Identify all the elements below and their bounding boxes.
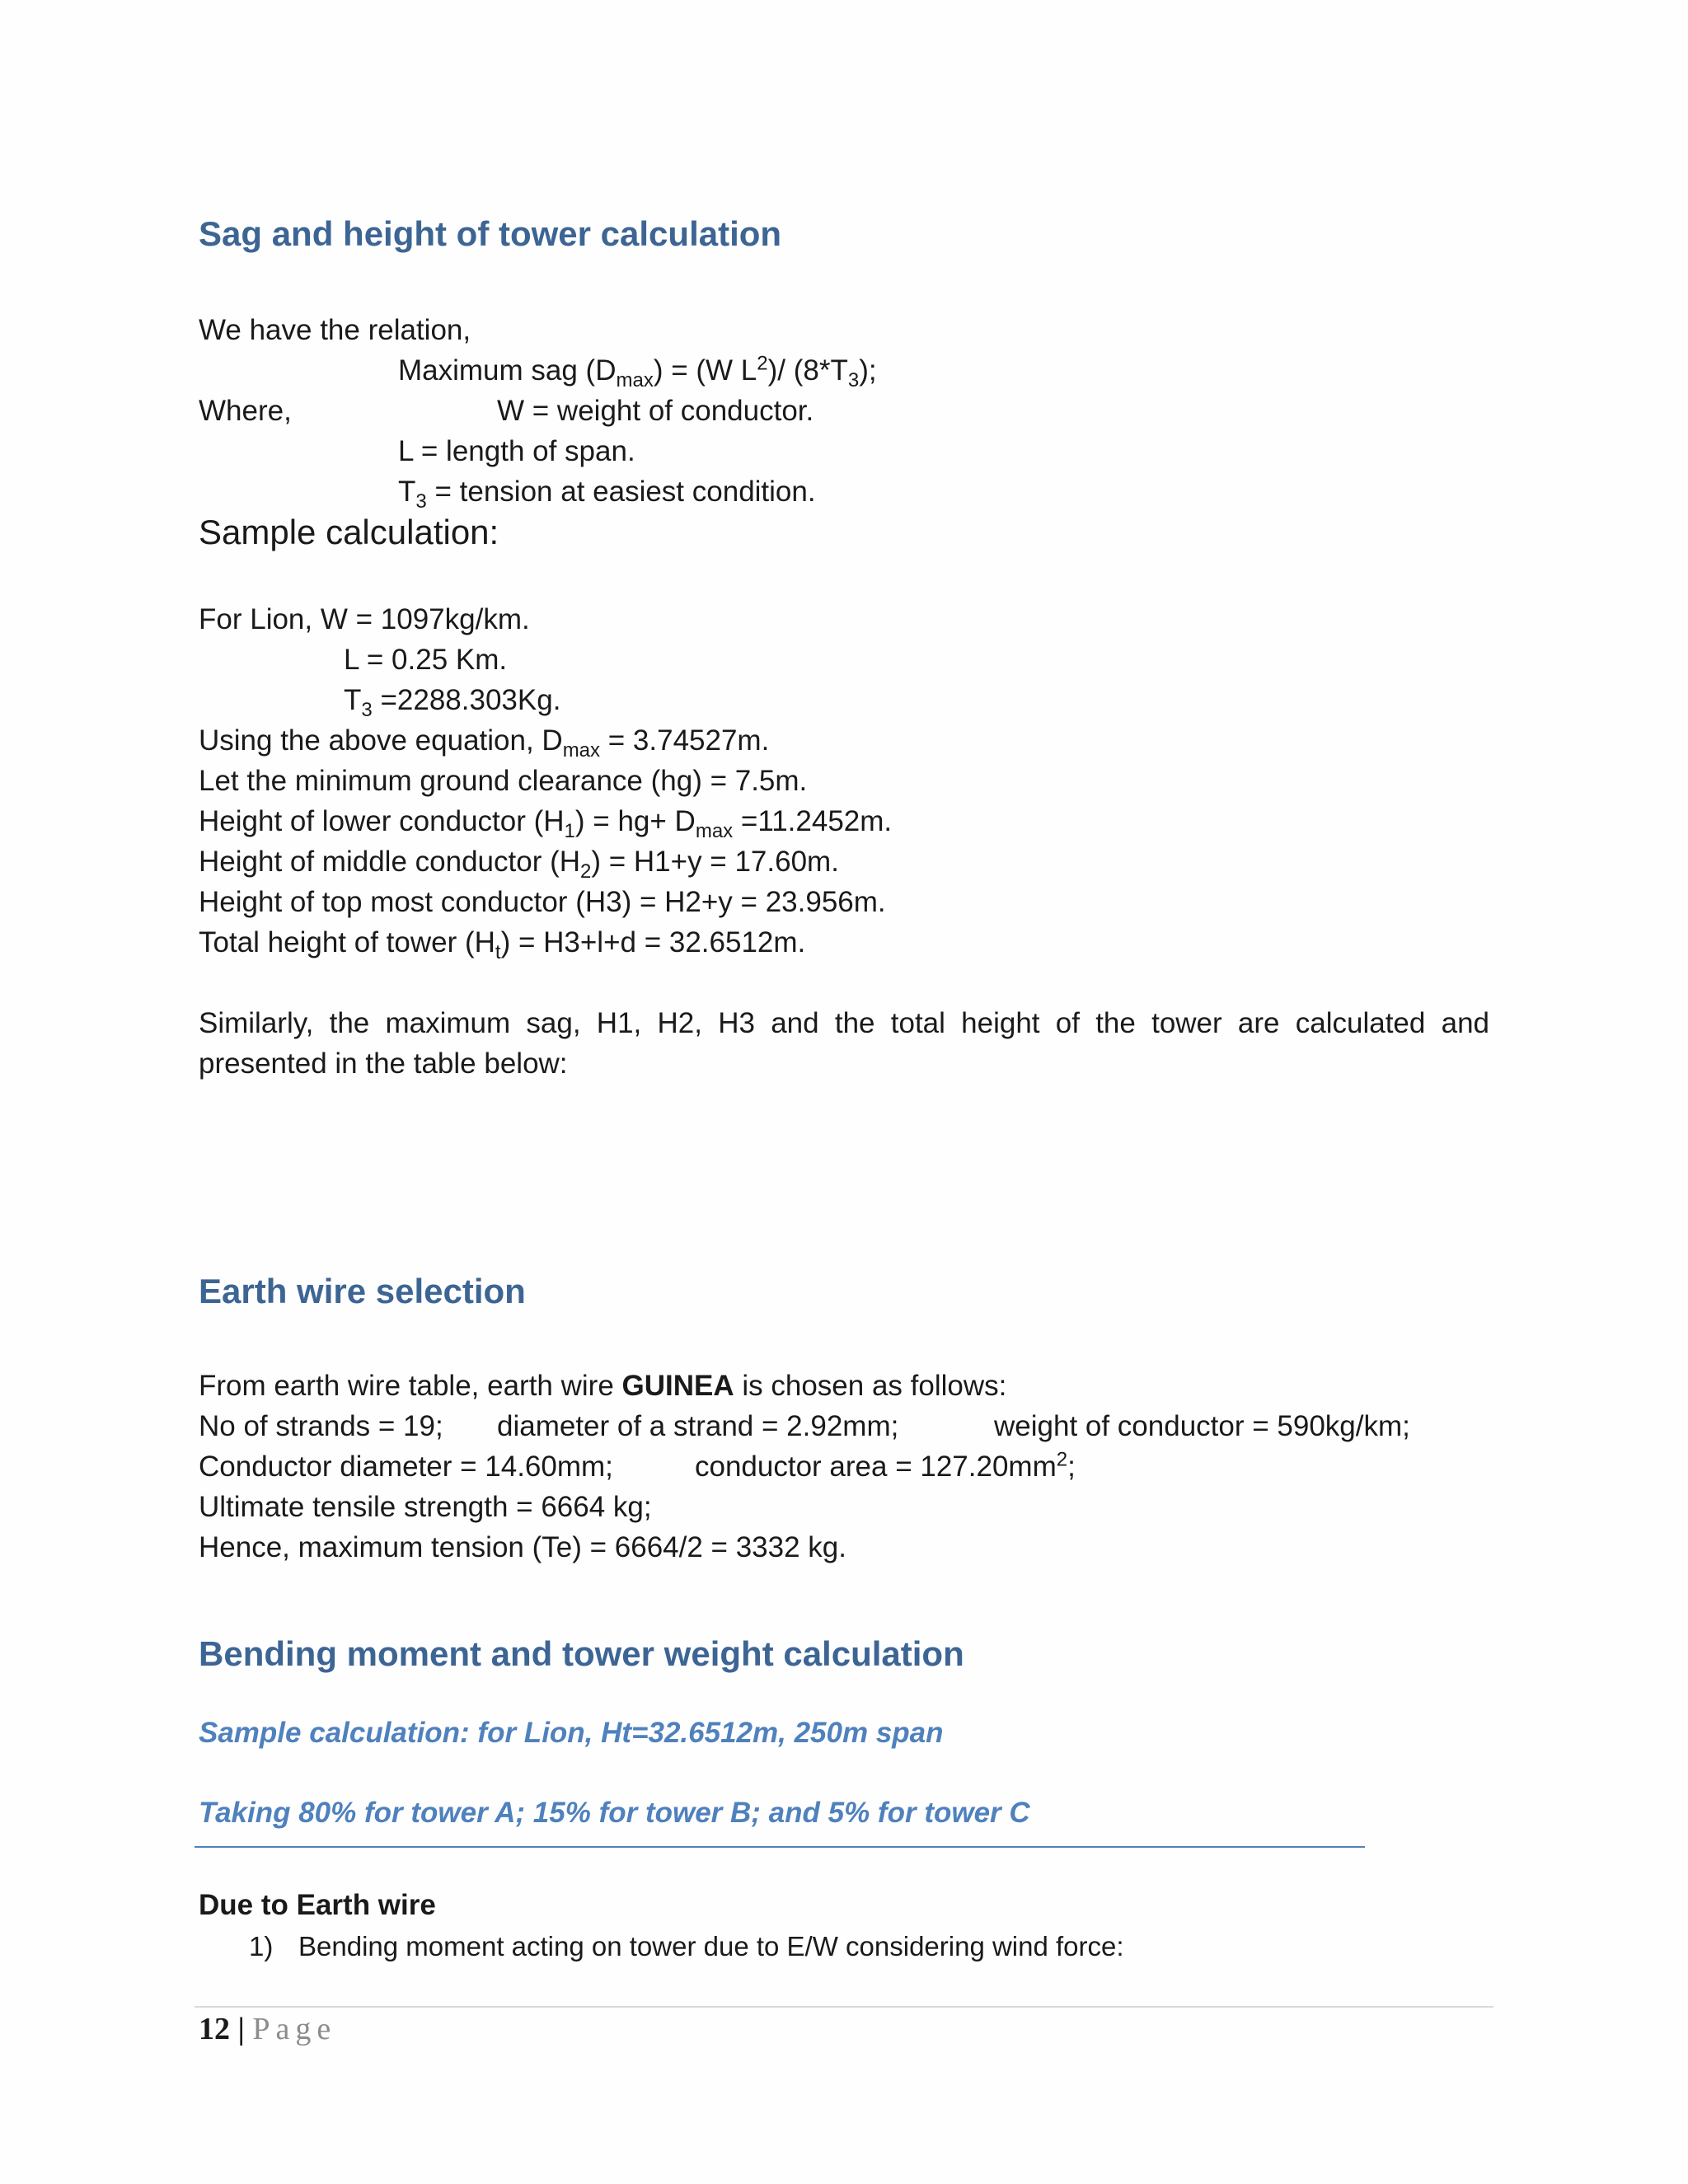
ultimate-tensile-strength: Ultimate tensile strength = 6664 kg; — [199, 1491, 652, 1523]
ground-clearance: Let the minimum ground clearance (hg) = 7.5m. — [199, 765, 808, 797]
list-item-number: 1) — [249, 1931, 274, 1961]
strand-diameter: diameter of a strand = 2.92mm; — [497, 1410, 899, 1442]
conductor-weight: weight of conductor = 590kg/km; — [994, 1410, 1410, 1442]
footer-divider — [195, 2006, 1493, 2008]
where-label: Where, — [199, 395, 292, 427]
sample-calc-title: Sample calculation: — [199, 513, 499, 551]
height-lower: Height of lower conductor $(H_1) = hg+ D_{max} =11.2452m$. — [199, 805, 893, 842]
def-weight: W = weight of conductor. — [497, 395, 814, 427]
due-to-earth-wire-heading: Due to Earth wire — [199, 1889, 436, 1921]
similarly-paragraph: Similarly, the maximum sag, H1, H2, H3 and the total height of the tower are calculated and presented in the table below: — [199, 1007, 1489, 1080]
page-number: 12 — [199, 2012, 230, 2046]
height-middle: Height of middle conductor $(H_2) = H1+y = 17.60m$. — [199, 846, 839, 883]
lion-weight: For Lion, W = 1097kg/km. — [199, 603, 530, 635]
section-heading-sag: Sag and height of tower calculation — [199, 214, 782, 253]
height-top: Height of top most conductor (H3) = H2+y = 23.956m. — [199, 886, 886, 918]
strand-count: No of strands = 19; — [199, 1410, 443, 1442]
heading-underline — [195, 1846, 1365, 1848]
section-heading-earth-wire: Earth wire selection — [199, 1272, 526, 1310]
list-item-text: Bending moment acting on tower due to E/W considering wind force: — [298, 1931, 1124, 1961]
def-tension: $T_3$ = tension at easiest condition. — [398, 476, 816, 513]
lion-tension: $T_3 =2288.303Kg$. — [344, 684, 561, 721]
earth-wire-choice: From earth wire table, earth wire GUINEA is chosen as follows: — [199, 1370, 1007, 1402]
section-heading-bending: Bending moment and tower weight calculation — [199, 1634, 964, 1673]
dmax-result: Using the above equation, $D_{max} = 3.74527m$. — [199, 724, 770, 762]
tower-split-subtitle: Taking 80% for tower A; 15% for tower B; and 5% for tower C — [199, 1797, 1030, 1829]
conductor-area: conductor area = $127.20mm^2$; — [695, 1448, 1076, 1483]
earth-wire-name: GUINEA — [621, 1370, 734, 1402]
sag-formula: Maximum sag $(D_{max}) = (W$ $L^2)/$ $(8*T_3)$; — [398, 352, 877, 391]
lion-length: L = 0.25 Km. — [344, 644, 508, 676]
maximum-tension: Hence, maximum tension (Te) = 6664/2 = 3332 kg. — [199, 1531, 846, 1563]
height-total: Total height of tower $(H_t) = H3+l+d = 32.6512m$. — [199, 926, 806, 963]
bending-sample-subtitle: Sample calculation: for Lion, Ht=32.6512m, 250m span — [199, 1717, 944, 1749]
def-length: L = length of span. — [398, 435, 635, 467]
page-word: Page — [252, 2012, 337, 2046]
page-footer: 12 | Page — [199, 2012, 337, 2046]
conductor-diameter: Conductor diameter = 14.60mm; — [199, 1451, 613, 1483]
intro-text: We have the relation, — [199, 314, 471, 346]
